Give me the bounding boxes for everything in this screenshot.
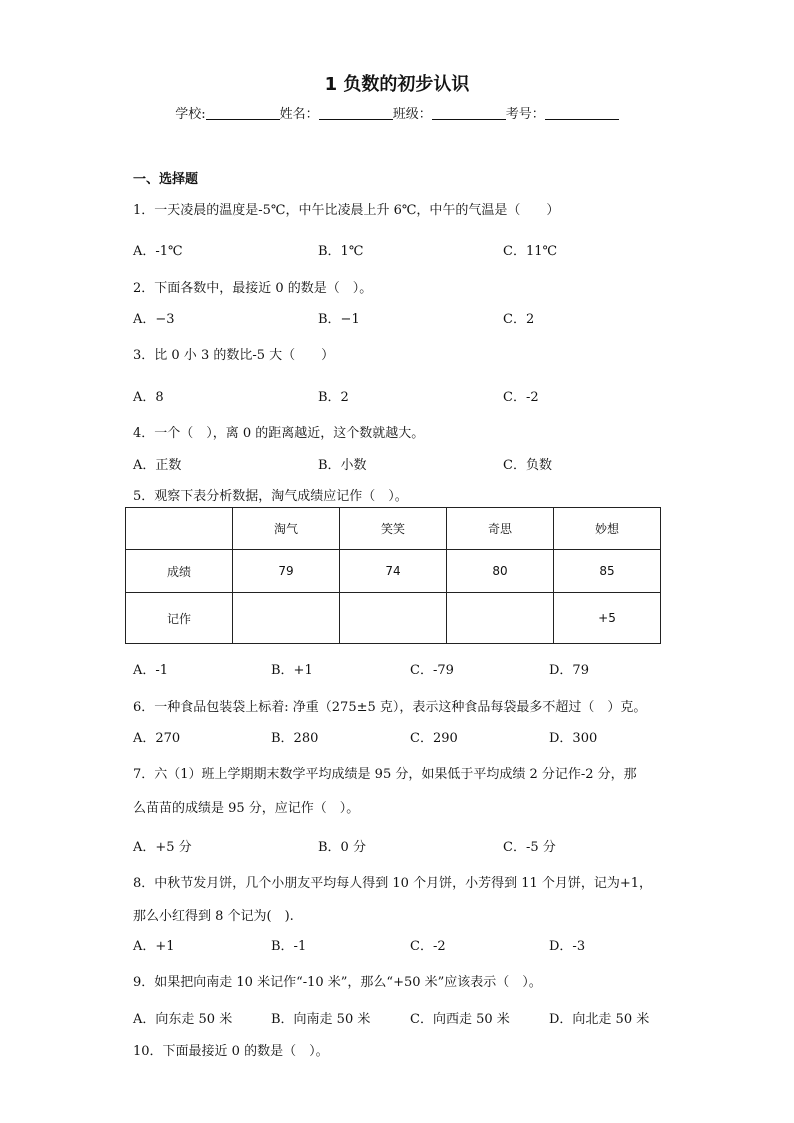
q6-option-a[interactable]: A．270 — [133, 731, 181, 746]
q4-option-a[interactable]: A．正数 — [133, 458, 182, 473]
q9-option-a[interactable]: A．向东走 50 米 — [133, 1012, 233, 1027]
q6-option-d[interactable]: D．300 — [549, 731, 598, 746]
school-label: 学校: — [175, 107, 206, 122]
table-header-cell: 妙想 — [554, 508, 661, 550]
question-7: 7．六（1）班上学期期末数学平均成绩是 95 分，如果低于平均成绩 2 分记作-2 分，那 — [133, 767, 637, 782]
table-cell: 85 — [554, 550, 661, 593]
q2-option-a[interactable]: A．−3 — [133, 312, 175, 327]
q9-option-d[interactable]: D．向北走 50 米 — [549, 1012, 650, 1027]
q6-option-c[interactable]: C．290 — [410, 731, 458, 746]
q3-option-c[interactable]: C．-2 — [503, 390, 539, 405]
question-9: 9．如果把向南走 10 米记作“-10 米”，那么“+50 米”应该表示（ ）。 — [133, 975, 542, 990]
q1-option-b[interactable]: B．1℃ — [318, 244, 364, 259]
q2-option-c[interactable]: C．2 — [503, 312, 535, 327]
section-heading: 一、选择题 — [133, 172, 199, 187]
table-row — [126, 550, 661, 593]
q5-option-b[interactable]: B．+1 — [271, 663, 313, 678]
q5-option-a[interactable]: A．-1 — [133, 663, 169, 678]
table-cell: 记作 — [126, 593, 233, 644]
table-header-cell — [126, 508, 233, 550]
school-blank[interactable] — [206, 106, 280, 120]
question-8-line-2: 那么小红得到 8 个记为( ). — [133, 909, 294, 924]
table-cell — [340, 593, 447, 644]
q4-option-b[interactable]: B．小数 — [318, 458, 367, 473]
q7-option-c[interactable]: C．-5 分 — [503, 840, 556, 855]
q4-option-c[interactable]: C．负数 — [503, 458, 552, 473]
question-2: 2．下面各数中，最接近 0 的数是（ ）。 — [133, 281, 373, 296]
table-header-cell: 淘气 — [233, 508, 340, 550]
table-cell — [233, 593, 340, 644]
q8-option-c[interactable]: C．-2 — [410, 939, 446, 954]
table-cell: +5 — [554, 593, 661, 644]
table-header-cell: 笑笑 — [340, 508, 447, 550]
q9-option-c[interactable]: C．向西走 50 米 — [410, 1012, 510, 1027]
q2-option-b[interactable]: B．−1 — [318, 312, 360, 327]
q5-option-c[interactable]: C．-79 — [410, 663, 454, 678]
question-10: 10．下面最接近 0 的数是（ ）。 — [133, 1044, 329, 1059]
question-6: 6．一种食品包装袋上标着: 净重（275±5 克），表示这种食品每袋最多不超过（ ）克。 — [133, 700, 647, 715]
q1-option-c[interactable]: C．11℃ — [503, 244, 558, 259]
q3-option-b[interactable]: B．2 — [318, 390, 349, 405]
name-label: 姓名： — [279, 107, 319, 122]
question-1: 1．一天凌晨的温度是-5℃，中午比凌晨上升 6℃，中午的气温是（ ） — [133, 203, 560, 218]
table-cell: 74 — [340, 550, 447, 593]
q6-option-b[interactable]: B．280 — [271, 731, 319, 746]
q3-option-a[interactable]: A．8 — [133, 390, 164, 405]
q8-option-a[interactable]: A．+1 — [133, 939, 175, 954]
question-4: 4．一个（ ），离 0 的距离越近，这个数就越大。 — [133, 426, 425, 441]
page-title: 1 负数的初步认识 — [324, 74, 470, 95]
name-blank[interactable] — [319, 106, 393, 120]
q7-option-a[interactable]: A．+5 分 — [133, 840, 192, 855]
student-info-line — [0, 103, 794, 122]
q9-option-b[interactable]: B．向南走 50 米 — [271, 1012, 371, 1027]
question-5: 5．观察下表分析数据，淘气成绩应记作（ ）。 — [133, 489, 408, 504]
table-cell — [447, 593, 554, 644]
exam-no-label: 考号： — [505, 107, 545, 122]
question-7-line-2: 么苗苗的成绩是 95 分，应记作（ ）。 — [133, 801, 360, 816]
score-table — [125, 507, 661, 644]
question-8: 8．中秋节发月饼，几个小朋友平均每人得到 10 个月饼，小芳得到 11 个月饼，记为+1， — [133, 876, 653, 891]
table-row — [126, 593, 661, 644]
q8-option-d[interactable]: D．-3 — [549, 939, 586, 954]
table-cell: 79 — [233, 550, 340, 593]
class-label: 班级： — [392, 107, 432, 122]
question-3: 3．比 0 小 3 的数比-5 大（ ） — [133, 348, 335, 363]
q1-option-a[interactable]: A．-1℃ — [133, 244, 183, 259]
table-header-row — [126, 508, 661, 550]
q5-option-d[interactable]: D．79 — [549, 663, 589, 678]
table-cell: 成绩 — [126, 550, 233, 593]
q7-option-b[interactable]: B．0 分 — [318, 840, 366, 855]
exam-no-blank[interactable] — [545, 106, 619, 120]
class-blank[interactable] — [432, 106, 506, 120]
table-header-cell: 奇思 — [447, 508, 554, 550]
q8-option-b[interactable]: B．-1 — [271, 939, 307, 954]
table-cell: 80 — [447, 550, 554, 593]
